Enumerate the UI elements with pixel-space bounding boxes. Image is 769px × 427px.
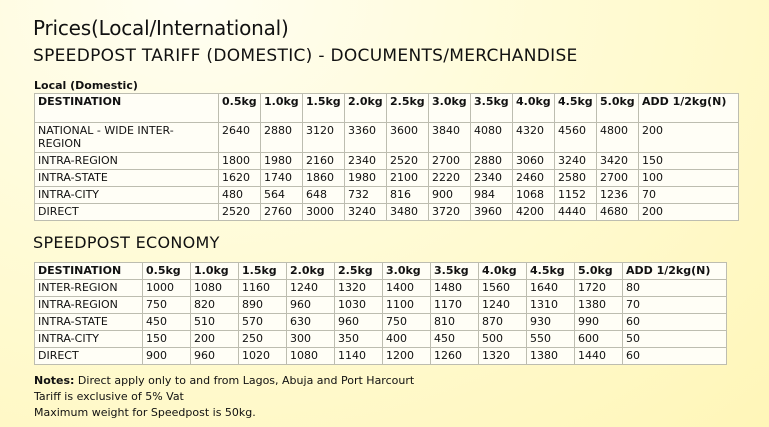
- notes-text: Direct apply only to and from Lagos, Abuja and Port Harcourt: [74, 374, 415, 387]
- table-cell: 4560: [555, 123, 597, 153]
- table-cell: 2700: [429, 153, 471, 170]
- table-cell: 50: [623, 331, 727, 348]
- table-cell: 1000: [143, 280, 191, 297]
- table-cell: DIRECT: [35, 204, 219, 221]
- section-title-economy: SPEEDPOST ECONOMY: [33, 233, 220, 252]
- table-cell: INTRA-REGION: [35, 297, 143, 314]
- table-cell: 550: [527, 331, 575, 348]
- table-row: [35, 204, 739, 221]
- column-header: 2.5kg: [335, 263, 383, 280]
- table-cell: 80: [623, 280, 727, 297]
- column-header: 4.5kg: [527, 263, 575, 280]
- notes-line-2: Tariff is exclusive of 5% Vat: [34, 390, 184, 403]
- table-row: [35, 280, 727, 297]
- column-header: 0.5kg: [219, 94, 261, 123]
- column-header: 4.5kg: [555, 94, 597, 123]
- table-cell: 1440: [575, 348, 623, 365]
- table-cell: 2640: [219, 123, 261, 153]
- table-cell: 2880: [261, 123, 303, 153]
- column-header: 5.0kg: [575, 263, 623, 280]
- table-cell: 70: [639, 187, 739, 204]
- table-cell: 900: [429, 187, 471, 204]
- table-cell: 960: [191, 348, 239, 365]
- table-header-row: [35, 94, 739, 123]
- column-header: 4.0kg: [513, 94, 555, 123]
- table-cell: 2220: [429, 170, 471, 187]
- table-cell: 960: [287, 297, 335, 314]
- table-cell: 2580: [555, 170, 597, 187]
- table-cell: 250: [239, 331, 287, 348]
- table-cell: 60: [623, 314, 727, 331]
- table-cell: 4800: [597, 123, 639, 153]
- table-cell: 350: [335, 331, 383, 348]
- column-header: ADD 1/2kg(N): [623, 263, 727, 280]
- table-cell: 60: [623, 348, 727, 365]
- table-cell: 732: [345, 187, 387, 204]
- table-cell: 2340: [345, 153, 387, 170]
- table-cell: 2460: [513, 170, 555, 187]
- table-cell: 870: [479, 314, 527, 331]
- local-domestic-label: Local (Domestic): [34, 79, 138, 92]
- column-header: 5.0kg: [597, 94, 639, 123]
- table-cell: DIRECT: [35, 348, 143, 365]
- table-cell: 2700: [597, 170, 639, 187]
- column-header: 2.0kg: [345, 94, 387, 123]
- table-cell: 1152: [555, 187, 597, 204]
- table-cell: 750: [143, 297, 191, 314]
- table-cell: 2100: [387, 170, 429, 187]
- column-header: DESTINATION: [35, 94, 219, 123]
- column-header: 1.0kg: [261, 94, 303, 123]
- column-header: ADD 1/2kg(N): [639, 94, 739, 123]
- table-cell: 2520: [219, 204, 261, 221]
- column-header: 3.0kg: [383, 263, 431, 280]
- table-cell: 1400: [383, 280, 431, 297]
- table-cell: 3360: [345, 123, 387, 153]
- table-row: [35, 348, 727, 365]
- table-header-row: [35, 263, 727, 280]
- table-cell: INTRA-CITY: [35, 187, 219, 204]
- table-cell: 1320: [479, 348, 527, 365]
- column-header: 3.0kg: [429, 94, 471, 123]
- notes-block: [34, 373, 414, 421]
- table-cell: 500: [479, 331, 527, 348]
- table-cell: 3120: [303, 123, 345, 153]
- table-row: [35, 187, 739, 204]
- table-cell: 1560: [479, 280, 527, 297]
- table-cell: 480: [219, 187, 261, 204]
- table-cell: 200: [639, 123, 739, 153]
- table-cell: 1980: [261, 153, 303, 170]
- table-cell: 1236: [597, 187, 639, 204]
- table-cell: 600: [575, 331, 623, 348]
- table-cell: 890: [239, 297, 287, 314]
- section-title-domestic: SPEEDPOST TARIFF (DOMESTIC) - DOCUMENTS/MERCHANDISE: [33, 46, 578, 66]
- table-row: [35, 123, 739, 153]
- table-cell: 150: [639, 153, 739, 170]
- table-cell: 1200: [383, 348, 431, 365]
- table-cell: 1240: [287, 280, 335, 297]
- table-cell: 984: [471, 187, 513, 204]
- table-cell: 1068: [513, 187, 555, 204]
- table-cell: 1640: [527, 280, 575, 297]
- table-cell: 564: [261, 187, 303, 204]
- column-header: 3.5kg: [431, 263, 479, 280]
- table-cell: 4200: [513, 204, 555, 221]
- table-cell: 200: [191, 331, 239, 348]
- table-cell: 1800: [219, 153, 261, 170]
- table-cell: 1140: [335, 348, 383, 365]
- table-cell: 1480: [431, 280, 479, 297]
- column-header: 3.5kg: [471, 94, 513, 123]
- column-header: DESTINATION: [35, 263, 143, 280]
- table-cell: 150: [143, 331, 191, 348]
- column-header: 1.5kg: [239, 263, 287, 280]
- table-cell: 2520: [387, 153, 429, 170]
- column-header: 4.0kg: [479, 263, 527, 280]
- table-cell: NATIONAL - WIDE INTER-REGION: [35, 123, 219, 153]
- table-cell: 3420: [597, 153, 639, 170]
- table-cell: 1860: [303, 170, 345, 187]
- table-cell: 70: [623, 297, 727, 314]
- table-row: [35, 153, 739, 170]
- table-cell: 1260: [431, 348, 479, 365]
- table-cell: 200: [639, 204, 739, 221]
- table-row: [35, 170, 739, 187]
- table-cell: 570: [239, 314, 287, 331]
- table-cell: 4440: [555, 204, 597, 221]
- table-cell: 1380: [527, 348, 575, 365]
- table-cell: 990: [575, 314, 623, 331]
- column-header: 0.5kg: [143, 263, 191, 280]
- table-cell: 1310: [527, 297, 575, 314]
- table-cell: 450: [431, 331, 479, 348]
- table-cell: 816: [387, 187, 429, 204]
- table-cell: 1240: [479, 297, 527, 314]
- notes-line-3: Maximum weight for Speedpost is 50kg.: [34, 406, 256, 419]
- table-cell: 1740: [261, 170, 303, 187]
- table-cell: 1720: [575, 280, 623, 297]
- table-cell: 1100: [383, 297, 431, 314]
- table-cell: 810: [431, 314, 479, 331]
- table-cell: 4680: [597, 204, 639, 221]
- table-cell: 4320: [513, 123, 555, 153]
- domestic-tariff-table: [34, 93, 739, 221]
- table-cell: 2760: [261, 204, 303, 221]
- economy-tariff-table: [34, 262, 727, 365]
- table-cell: 3240: [345, 204, 387, 221]
- table-cell: 450: [143, 314, 191, 331]
- table-cell: 2340: [471, 170, 513, 187]
- table-row: [35, 331, 727, 348]
- table-row: [35, 314, 727, 331]
- table-cell: 1320: [335, 280, 383, 297]
- table-cell: 930: [527, 314, 575, 331]
- table-cell: 1080: [287, 348, 335, 365]
- table-cell: 400: [383, 331, 431, 348]
- table-cell: 100: [639, 170, 739, 187]
- table-cell: 3600: [387, 123, 429, 153]
- table-cell: 3240: [555, 153, 597, 170]
- table-cell: 630: [287, 314, 335, 331]
- table-cell: 648: [303, 187, 345, 204]
- table-cell: INTRA-STATE: [35, 170, 219, 187]
- table-cell: 750: [383, 314, 431, 331]
- table-cell: 900: [143, 348, 191, 365]
- table-cell: 3960: [471, 204, 513, 221]
- table-cell: 3060: [513, 153, 555, 170]
- table-cell: 960: [335, 314, 383, 331]
- table-cell: 2160: [303, 153, 345, 170]
- table-cell: 820: [191, 297, 239, 314]
- table-cell: 1030: [335, 297, 383, 314]
- table-cell: 3000: [303, 204, 345, 221]
- table-cell: 4080: [471, 123, 513, 153]
- table-cell: 1170: [431, 297, 479, 314]
- table-cell: INTRA-REGION: [35, 153, 219, 170]
- table-cell: 3480: [387, 204, 429, 221]
- table-cell: 3720: [429, 204, 471, 221]
- table-cell: 1980: [345, 170, 387, 187]
- table-cell: 1080: [191, 280, 239, 297]
- page-title: Prices(Local/International): [33, 16, 289, 40]
- table-cell: 3840: [429, 123, 471, 153]
- table-cell: 300: [287, 331, 335, 348]
- column-header: 1.5kg: [303, 94, 345, 123]
- table-cell: 1380: [575, 297, 623, 314]
- column-header: 2.5kg: [387, 94, 429, 123]
- table-cell: INTRA-CITY: [35, 331, 143, 348]
- column-header: 2.0kg: [287, 263, 335, 280]
- table-cell: 510: [191, 314, 239, 331]
- column-header: 1.0kg: [191, 263, 239, 280]
- table-cell: 2880: [471, 153, 513, 170]
- notes-label: Notes:: [34, 374, 75, 387]
- notes-line-1: [34, 373, 414, 389]
- table-row: [35, 297, 727, 314]
- table-cell: INTRA-STATE: [35, 314, 143, 331]
- table-cell: 1160: [239, 280, 287, 297]
- table-cell: 1620: [219, 170, 261, 187]
- table-cell: INTER-REGION: [35, 280, 143, 297]
- table-cell: 1020: [239, 348, 287, 365]
